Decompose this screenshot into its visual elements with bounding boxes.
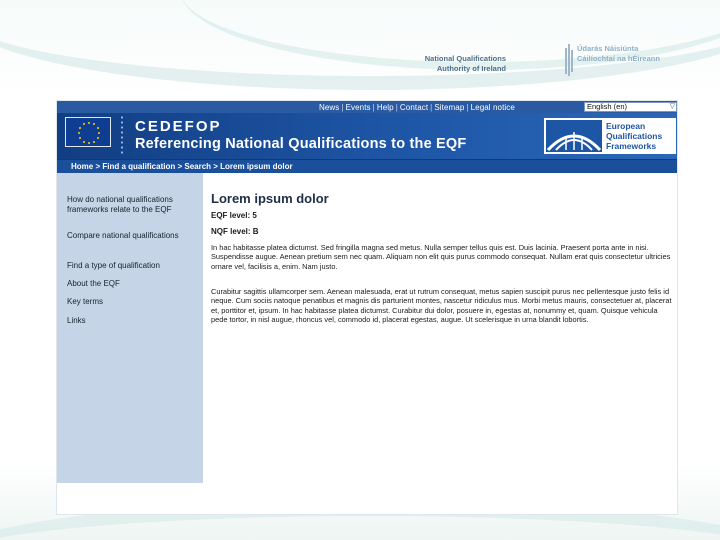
nqai-en-line: Authority of Ireland <box>436 64 506 73</box>
eqf-logo-line: Frameworks <box>606 141 657 151</box>
nav-separator: | <box>466 102 469 112</box>
top-navigation-bar <box>57 101 677 113</box>
decorative-dots <box>119 115 125 155</box>
chevron-down-icon[interactable]: ▽ <box>669 103 675 110</box>
eqf-logo-line: European <box>606 121 646 131</box>
eqf-arc-icon <box>546 120 602 152</box>
nqai-en-line: National Qualifications <box>424 54 506 63</box>
nqai-ga-line: Údarás Náisiúnta <box>577 44 639 53</box>
eu-flag-icon <box>65 117 111 147</box>
sidebar-item-about-eqf[interactable]: About the EQF <box>67 279 120 288</box>
site-banner <box>57 113 677 159</box>
cedefop-logo[interactable]: CEDEFOP <box>135 118 222 135</box>
nqai-irish-name <box>577 44 667 64</box>
nqf-level: NQF level: B <box>211 227 259 236</box>
top-nav-links <box>319 102 515 112</box>
body-paragraph: Curabitur sagittis ullamcorper sem. Aenean malesuada, erat ut rutrum consequat, metus sapien suscipit purus nec pellentesque justo felis id neque. Cum sociis natoque penatibus et magnis dis parturient montes, nascetur ridiculus mus. Morbi metus mauris, consectetuer at, placerat et, porttitor et, ipsum. In hac habitasse platea dictumst. Curabitur dui dolor, posuere in, egestas at, nonummy et, quam. Quisque vehicula pede tortor, in nisl augue, rhoncus vel, commodo id, placerat egestas, augue. Ut scelerisque in urna blandit lobortis. <box>211 287 672 324</box>
breadcrumb-trail[interactable]: Home > Find a qualification > Search > Lorem ipsum dolor <box>71 162 293 171</box>
site-title: Referencing National Qualifications to the EQF <box>135 136 467 152</box>
nav-legal-notice-link[interactable]: Legal notice <box>470 102 515 112</box>
nqai-logo-mark-icon <box>565 42 575 78</box>
sidebar-item-compare[interactable]: Compare national qualifications <box>67 231 179 240</box>
body-paragraph: In hac habitasse platea dictumst. Sed fringilla magna sed metus. Nulla semper tellus quis est. Duis lacinia. Praesent porta ante in nisi. Suspendisse augue. Aenean pretium sem nec quam. Aliquam non elit quis purus commodo consequat. Nullam erat quis consectetur ultricies ornare vel, facilisis a, enim. Nam justo. <box>211 243 671 271</box>
main-content <box>207 173 675 413</box>
breadcrumb <box>57 159 677 173</box>
language-select[interactable] <box>584 102 677 112</box>
language-select-value: English (en) <box>587 102 628 111</box>
nav-separator: | <box>341 102 344 112</box>
sidebar-item-find-type[interactable]: Find a type of qualification <box>67 261 160 270</box>
eqf-level: EQF level: 5 <box>211 211 257 220</box>
nav-separator: | <box>372 102 375 112</box>
nav-contact-link[interactable]: Contact <box>399 102 429 112</box>
nqai-logo <box>424 42 660 78</box>
nqai-english-name <box>376 54 506 74</box>
nav-sitemap-link[interactable]: Sitemap <box>434 102 465 112</box>
sidebar-item-links[interactable]: Links <box>67 316 86 325</box>
nav-help-link[interactable]: Help <box>376 102 394 112</box>
sidebar-item-key-terms[interactable]: Key terms <box>67 297 104 306</box>
sidebar-menu <box>57 173 203 483</box>
nav-separator: | <box>430 102 433 112</box>
nqai-ga-line: Cáilíochtaí na hÉireann <box>577 54 660 63</box>
eqf-logo-text <box>606 121 662 151</box>
page-title: Lorem ipsum dolor <box>211 191 329 206</box>
sidebar-item-national-frameworks[interactable]: How do national qualifications frameworks relate to the EQF <box>67 195 173 214</box>
eqf-logo-line: Qualifications <box>606 131 663 141</box>
website-screenshot <box>56 100 678 515</box>
nav-news-link[interactable]: News <box>319 102 340 112</box>
nav-events-link[interactable]: Events <box>345 102 371 112</box>
nav-separator: | <box>395 102 398 112</box>
eqf-logo[interactable] <box>544 118 676 154</box>
